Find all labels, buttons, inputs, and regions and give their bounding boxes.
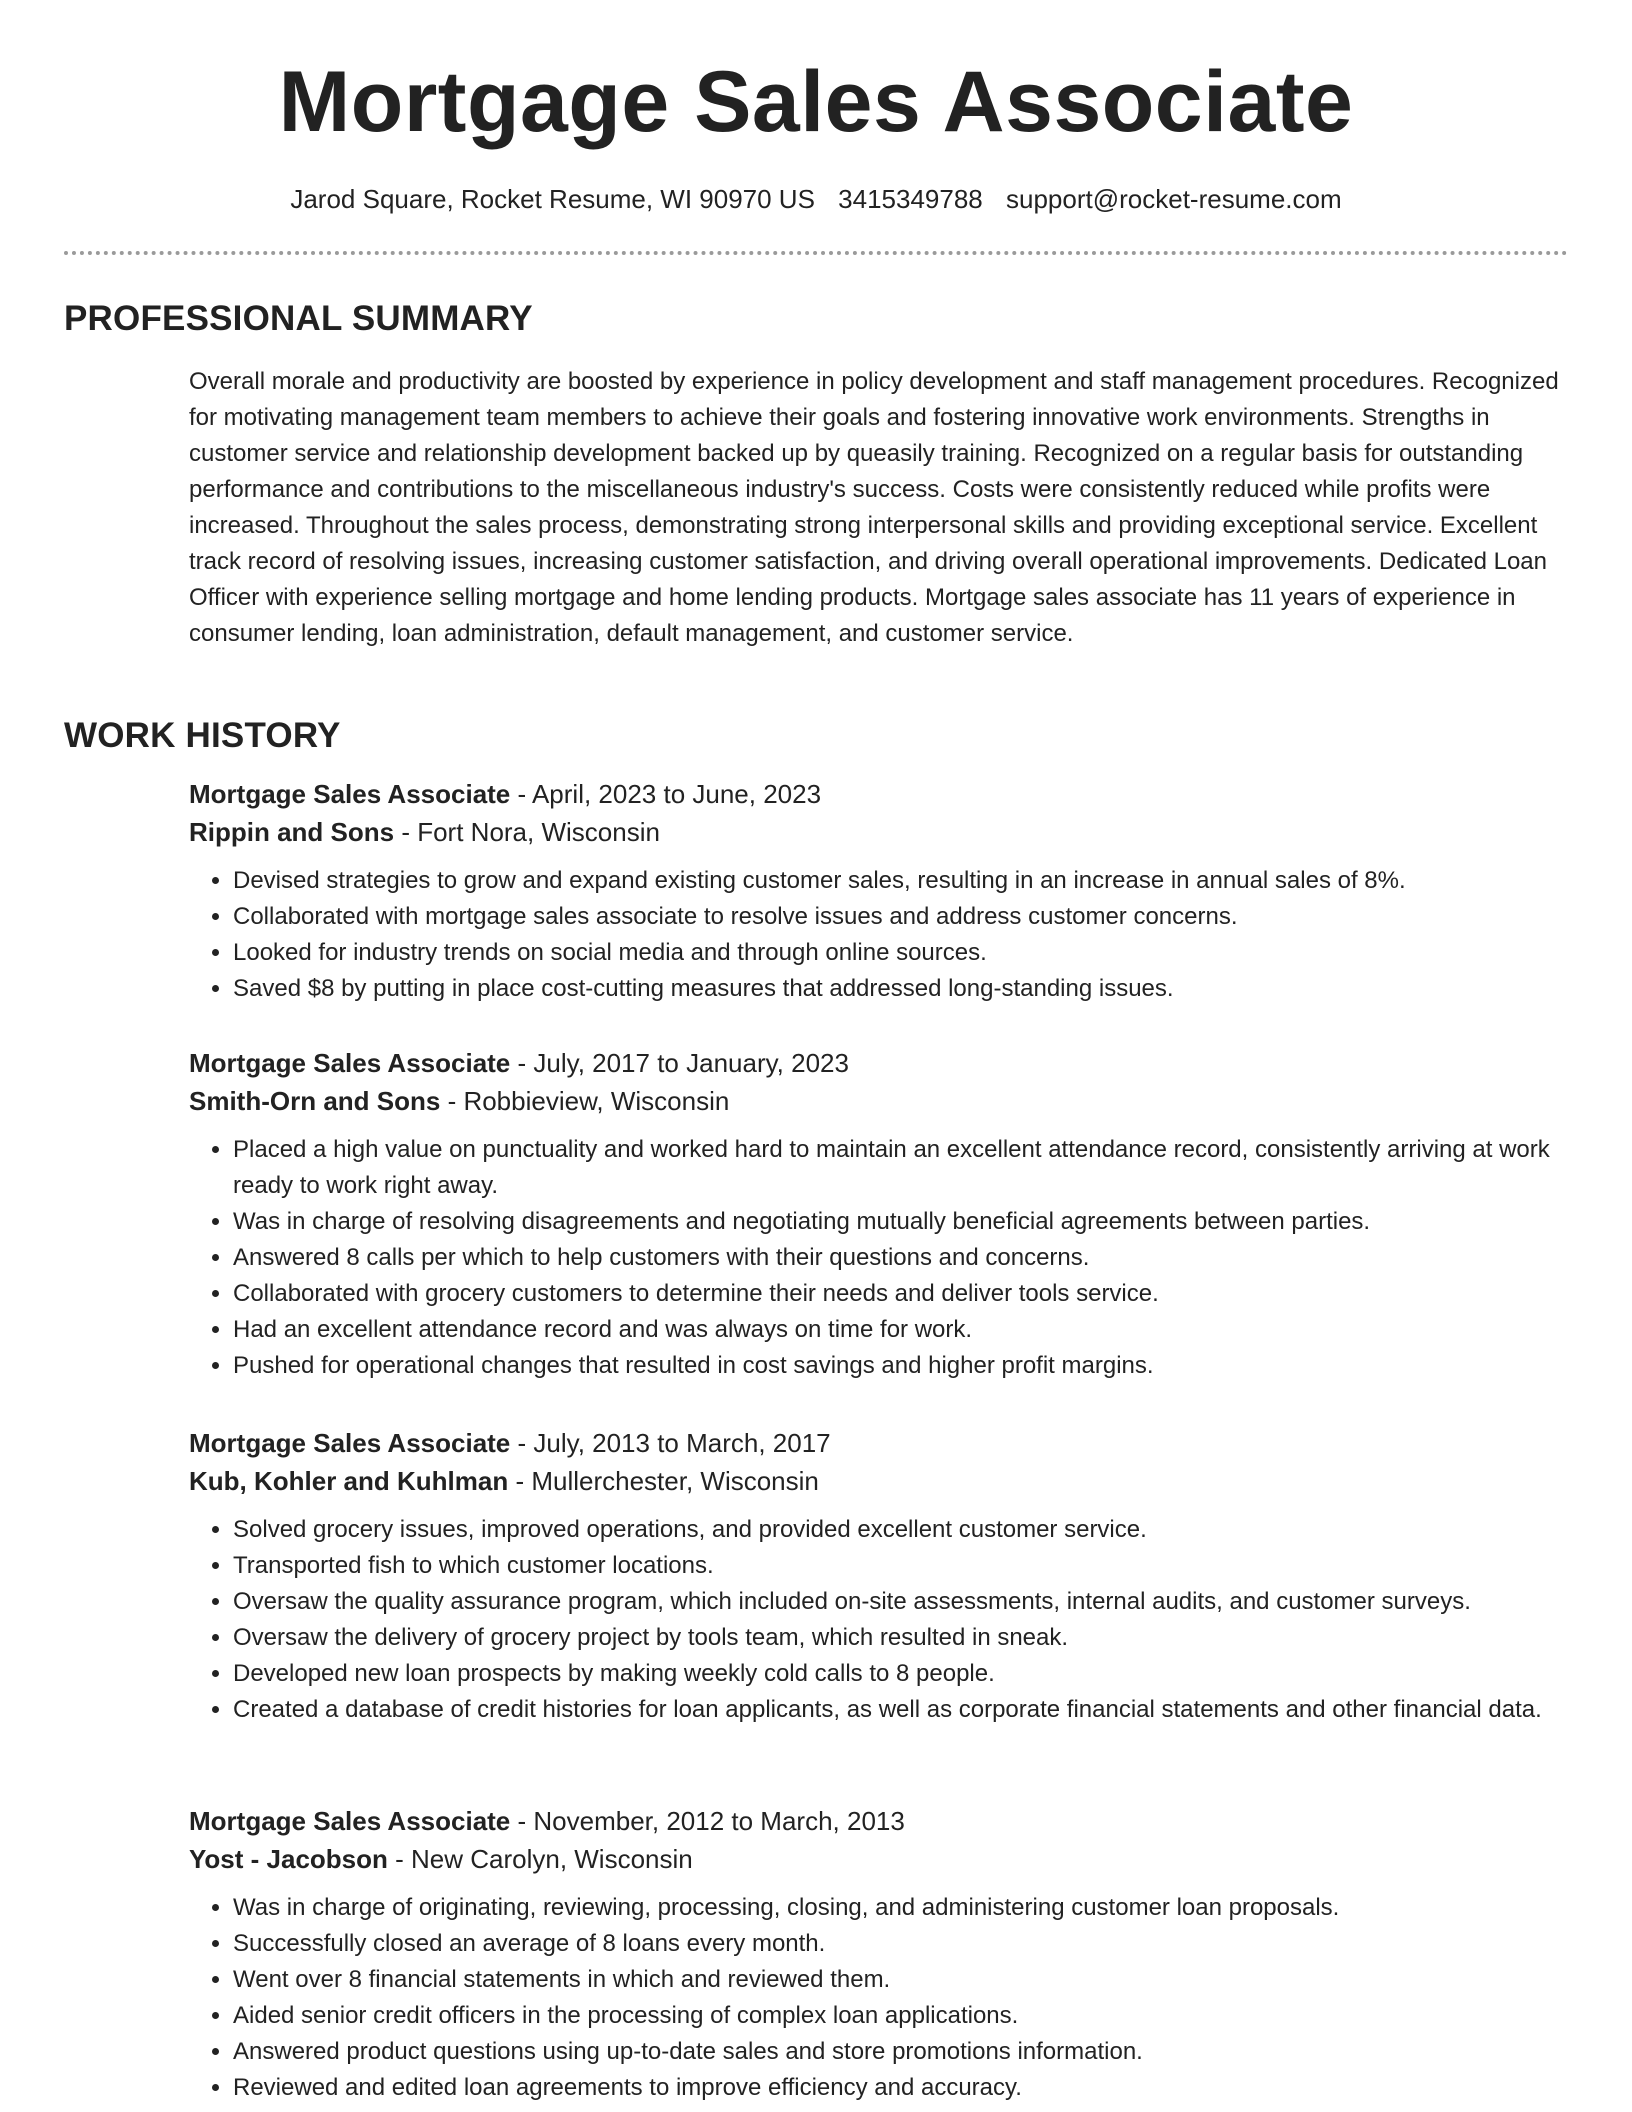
job-entry	[189, 1802, 1569, 2106]
job-location: - New Carolyn, Wisconsin	[387, 1844, 693, 1874]
job-bullet: • Oversaw the delivery of grocery project by tools team, which resulted in sneak.	[233, 1620, 1569, 1656]
job-bullet: • Was in charge of originating, reviewing, processing, closing, and administering customer loan proposals.	[233, 1890, 1569, 1926]
job-bullet: • Created a database of credit histories for loan applicants, as well as corporate financial statements and other financial data.	[233, 1692, 1569, 1728]
job-entry	[189, 775, 1569, 1007]
job-title-line	[189, 1424, 1569, 1462]
job-dates: - July, 2013 to March, 2017	[510, 1428, 831, 1458]
job-role: Mortgage Sales Associate	[189, 1806, 511, 1836]
job-entry	[189, 1424, 1569, 1728]
job-bullet: • Oversaw the quality assurance program, which included on-site assessments, internal audits, and customer surveys.	[233, 1584, 1569, 1620]
job-bullet: • Collaborated with mortgage sales associate to resolve issues and address customer concerns.	[233, 899, 1569, 935]
job-company-line	[189, 1840, 1569, 1878]
job-bullet: • Devised strategies to grow and expand existing customer sales, resulting in an increase in annual sales of 8%.	[233, 863, 1569, 899]
job-company: Kub, Kohler and Kuhlman	[189, 1466, 509, 1496]
job-company-line	[189, 813, 1569, 851]
job-bullet: • Aided senior credit officers in the processing of complex loan applications.	[233, 1998, 1569, 2034]
contact-line	[0, 182, 1632, 216]
job-dates: - November, 2012 to March, 2013	[510, 1806, 905, 1836]
job-bullet: • Collaborated with grocery customers to determine their needs and deliver tools service.	[233, 1276, 1569, 1312]
job-bullet: • Successfully closed an average of 8 loans every month.	[233, 1926, 1569, 1962]
job-bullet: • Answered 8 calls per which to help customers with their questions and concerns.	[233, 1240, 1569, 1276]
job-dates: - April, 2023 to June, 2023	[510, 779, 822, 809]
contact-phone: 3415349788	[838, 184, 983, 214]
job-bullets	[189, 863, 1569, 1007]
job-bullet: • Pushed for operational changes that resulted in cost savings and higher profit margins.	[233, 1348, 1569, 1384]
contact-email: support@rocket-resume.com	[1006, 184, 1342, 214]
job-company: Rippin and Sons	[189, 817, 395, 847]
job-bullets	[189, 1890, 1569, 2106]
job-bullet: • Was in charge of resolving disagreements and negotiating mutually beneficial agreements between parties.	[233, 1204, 1569, 1240]
header-divider	[64, 251, 1568, 255]
job-role: Mortgage Sales Associate	[189, 1048, 511, 1078]
job-bullet: • Developed new loan prospects by making weekly cold calls to 8 people.	[233, 1656, 1569, 1692]
job-company-line	[189, 1082, 1569, 1120]
job-dates: - July, 2017 to January, 2023	[510, 1048, 849, 1078]
job-title-line	[189, 1044, 1569, 1082]
job-bullets	[189, 1132, 1569, 1384]
job-location: - Robbieview, Wisconsin	[440, 1086, 730, 1116]
job-bullet: • Answered product questions using up-to-date sales and store promotions information.	[233, 2034, 1569, 2070]
summary-heading: PROFESSIONAL SUMMARY	[64, 299, 533, 338]
contact-address: Jarod Square, Rocket Resume, WI 90970 US	[290, 184, 815, 214]
job-bullet: • Transported fish to which customer locations.	[233, 1548, 1569, 1584]
job-bullets	[189, 1512, 1569, 1728]
job-bullet: • Reviewed and edited loan agreements to improve efficiency and accuracy.	[233, 2070, 1569, 2106]
job-entry	[189, 1044, 1569, 1384]
job-bullet: • Placed a high value on punctuality and worked hard to maintain an excellent attendance record, consistently arriving at work ready to work right away.	[233, 1132, 1569, 1204]
job-bullet: • Saved $8 by putting in place cost-cutting measures that addressed long-standing issues.	[233, 971, 1569, 1007]
summary-text: Overall morale and productivity are boosted by experience in policy development and staff management procedures. Recognized for motivating management team members to achieve their goals and fostering innovative work environments. Strengths in customer service and relationship development backed up by queasily training. Recognized on a regular basis for outstanding performance and contributions to the miscellaneous industry's success. Costs were consistently reduced while profits were increased. Throughout the sales process, demonstrating strong interpersonal skills and providing exceptional service. Excellent track record of resolving issues, increasing customer satisfaction, and driving overall operational improvements. Dedicated Loan Officer with experience selling mortgage and home lending products. Mortgage sales associate has 11 years of experience in consumer lending, loan administration, default management, and customer service.	[189, 368, 1559, 647]
job-bullet: • Solved grocery issues, improved operations, and provided excellent customer service.	[233, 1512, 1569, 1548]
job-bullet: • Looked for industry trends on social media and through online sources.	[233, 935, 1569, 971]
job-company: Yost - Jacobson	[189, 1844, 388, 1874]
job-title-line	[189, 775, 1569, 813]
job-location: - Fort Nora, Wisconsin	[394, 817, 660, 847]
resume-name: Mortgage Sales Associate	[278, 54, 1354, 150]
job-role: Mortgage Sales Associate	[189, 779, 511, 809]
job-company: Smith-Orn and Sons	[189, 1086, 441, 1116]
job-role: Mortgage Sales Associate	[189, 1428, 511, 1458]
job-company-line	[189, 1462, 1569, 1500]
job-title-line	[189, 1802, 1569, 1840]
job-bullet: • Went over 8 financial statements in which and reviewed them.	[233, 1962, 1569, 1998]
job-bullet: • Had an excellent attendance record and was always on time for work.	[233, 1312, 1569, 1348]
job-location: - Mullerchester, Wisconsin	[508, 1466, 819, 1496]
work-history-heading: WORK HISTORY	[64, 716, 341, 755]
